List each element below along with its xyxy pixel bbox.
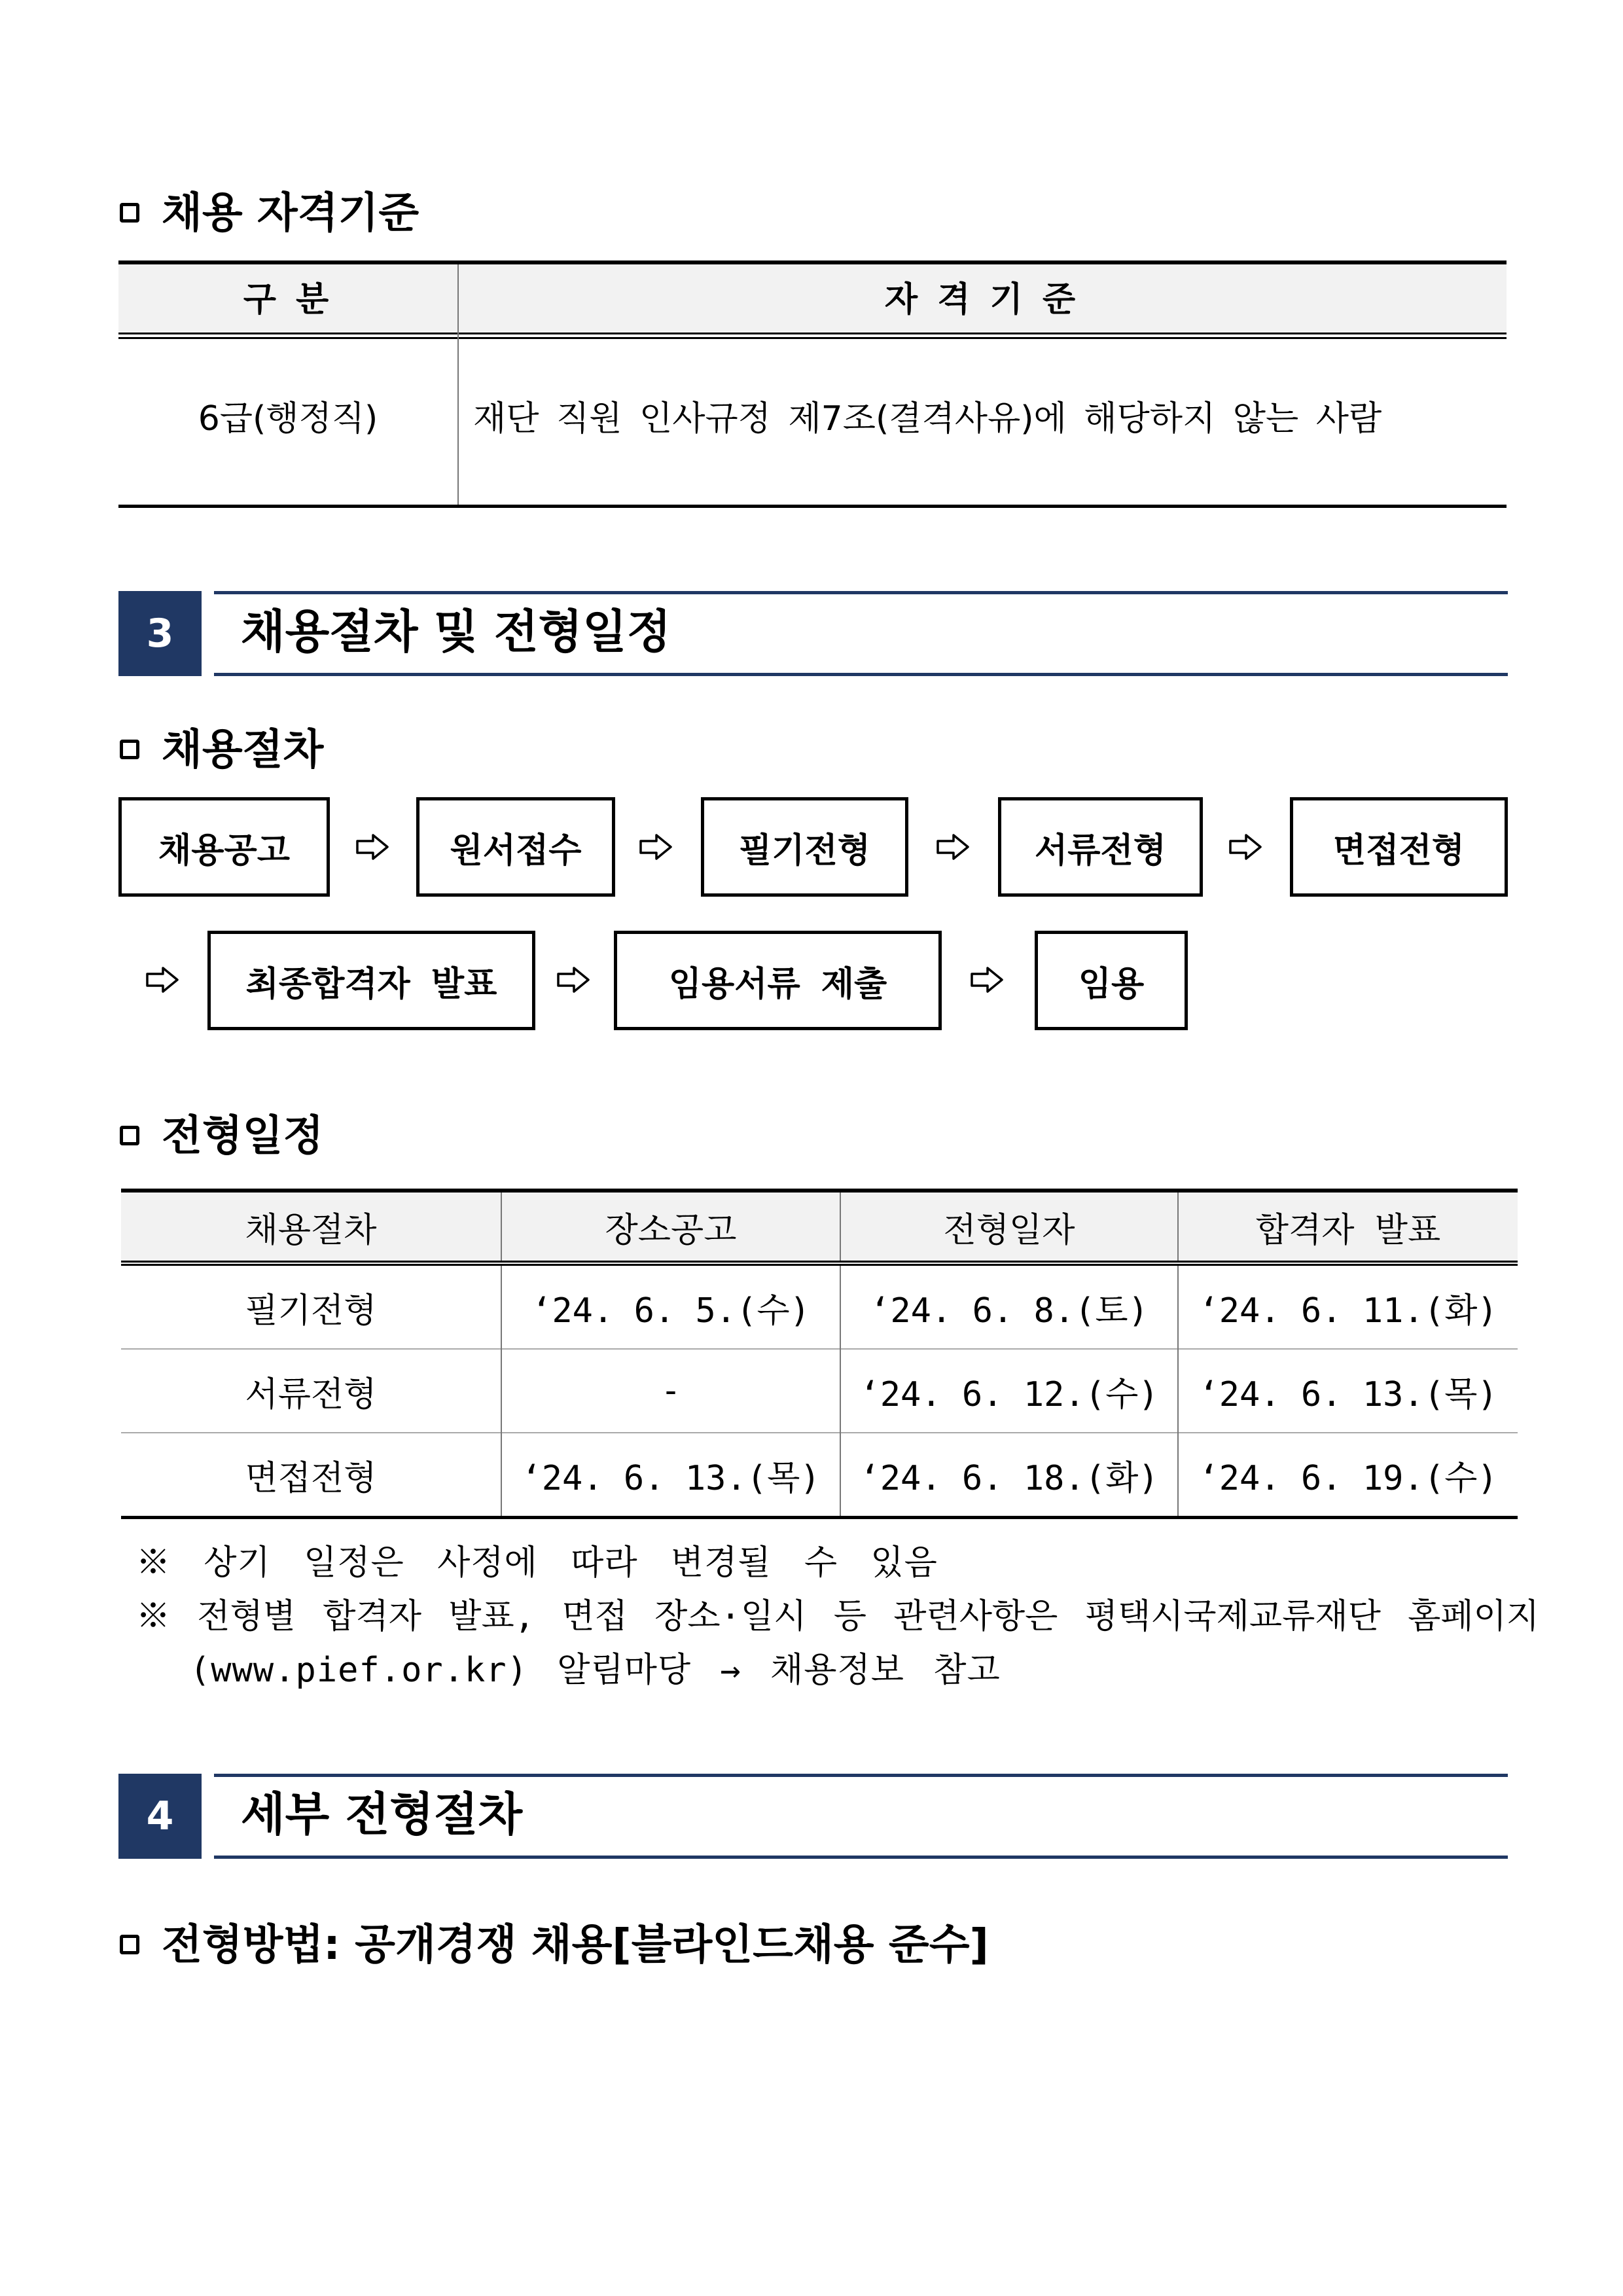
checkbox-square-icon bbox=[120, 203, 139, 223]
table-row bbox=[121, 1263, 1518, 1349]
schedule-note: (www.pief.or.kr) 알림마당 → 채용정보 참고 bbox=[190, 1651, 1001, 1690]
table-cell: ‘24. 6. 13.(목) bbox=[501, 1433, 840, 1518]
section-number: 4 bbox=[118, 1774, 202, 1859]
checkbox-square-icon bbox=[120, 740, 139, 759]
step-box: 서류전형 bbox=[998, 797, 1203, 897]
method-heading: 전형방법: 공개경쟁 채용[블라인드채용 준수] bbox=[120, 1924, 989, 1966]
white-right-arrow-icon bbox=[639, 833, 673, 861]
table-cell: ‘24. 6. 8.(토) bbox=[840, 1263, 1178, 1349]
table-cell: ‘24. 6. 12.(수) bbox=[840, 1349, 1178, 1433]
column-header: 합격자 발표 bbox=[1178, 1191, 1518, 1263]
checkbox-square-icon bbox=[120, 1126, 139, 1145]
step-box: 임용서류 제출 bbox=[614, 931, 942, 1030]
table-row bbox=[121, 1433, 1518, 1518]
table-cell: 면접전형 bbox=[245, 1458, 377, 1498]
step-box: 필기전형 bbox=[701, 797, 908, 897]
schedule-table bbox=[121, 1189, 1518, 1519]
section-title: 세부 전형절차 bbox=[241, 1787, 523, 1841]
step-box: 최종합격자 발표 bbox=[207, 931, 535, 1030]
section-number: 3 bbox=[118, 591, 202, 676]
column-header: 전형일자 bbox=[840, 1191, 1178, 1263]
white-right-arrow-icon bbox=[556, 965, 590, 994]
white-right-arrow-icon bbox=[145, 965, 179, 994]
column-header: 장소공고 bbox=[501, 1191, 840, 1263]
cell-criteria: 재단 직원 인사규정 제7조(결격사유)에 해당하지 않는 사람 bbox=[473, 399, 1382, 439]
step-box: 임용 bbox=[1035, 931, 1188, 1030]
table-cell: ‘24. 6. 5.(수) bbox=[501, 1263, 840, 1349]
table-cell: ‘24. 6. 18.(화) bbox=[840, 1433, 1178, 1518]
white-right-arrow-icon bbox=[970, 965, 1004, 994]
schedule-heading: 전형일정 bbox=[120, 1115, 323, 1157]
step-box: 면접전형 bbox=[1290, 797, 1508, 897]
step-box: 채용공고 bbox=[118, 797, 330, 897]
step-box: 원서접수 bbox=[416, 797, 615, 897]
qualification-table bbox=[118, 260, 1507, 508]
table-cell: ‘24. 6. 19.(수) bbox=[1178, 1433, 1518, 1518]
table-row bbox=[121, 1349, 1518, 1433]
table-cell: ‘24. 6. 11.(화) bbox=[1178, 1263, 1518, 1349]
procedure-heading: 채용절차 bbox=[120, 729, 323, 771]
table-cell: ‘24. 6. 13.(목) bbox=[1178, 1349, 1518, 1433]
table-cell: 서류전형 bbox=[245, 1374, 377, 1414]
header-category: 구 분 bbox=[243, 280, 333, 319]
checkbox-square-icon bbox=[120, 1935, 139, 1954]
white-right-arrow-icon bbox=[1228, 833, 1262, 861]
white-right-arrow-icon bbox=[936, 833, 970, 861]
header-criteria: 자 격 기 준 bbox=[884, 280, 1080, 319]
qualification-heading: 채용 자격기준 bbox=[120, 192, 419, 234]
white-right-arrow-icon bbox=[355, 833, 389, 861]
column-header: 채용절차 bbox=[121, 1191, 501, 1263]
section-title: 채용절차 및 전형일정 bbox=[241, 605, 671, 658]
table-cell: 필기전형 bbox=[245, 1291, 377, 1331]
table-cell: - bbox=[501, 1349, 840, 1433]
schedule-note: ※ 전형별 합격자 발표, 면접 장소·일시 등 관련사항은 평택시국제교류재단 홈페이지 bbox=[136, 1597, 1540, 1636]
cell-category: 6급(행정직) bbox=[198, 399, 378, 439]
schedule-header-row bbox=[121, 1191, 1518, 1263]
schedule-note: ※ 상기 일정은 사정에 따라 변경될 수 있음 bbox=[136, 1543, 938, 1583]
